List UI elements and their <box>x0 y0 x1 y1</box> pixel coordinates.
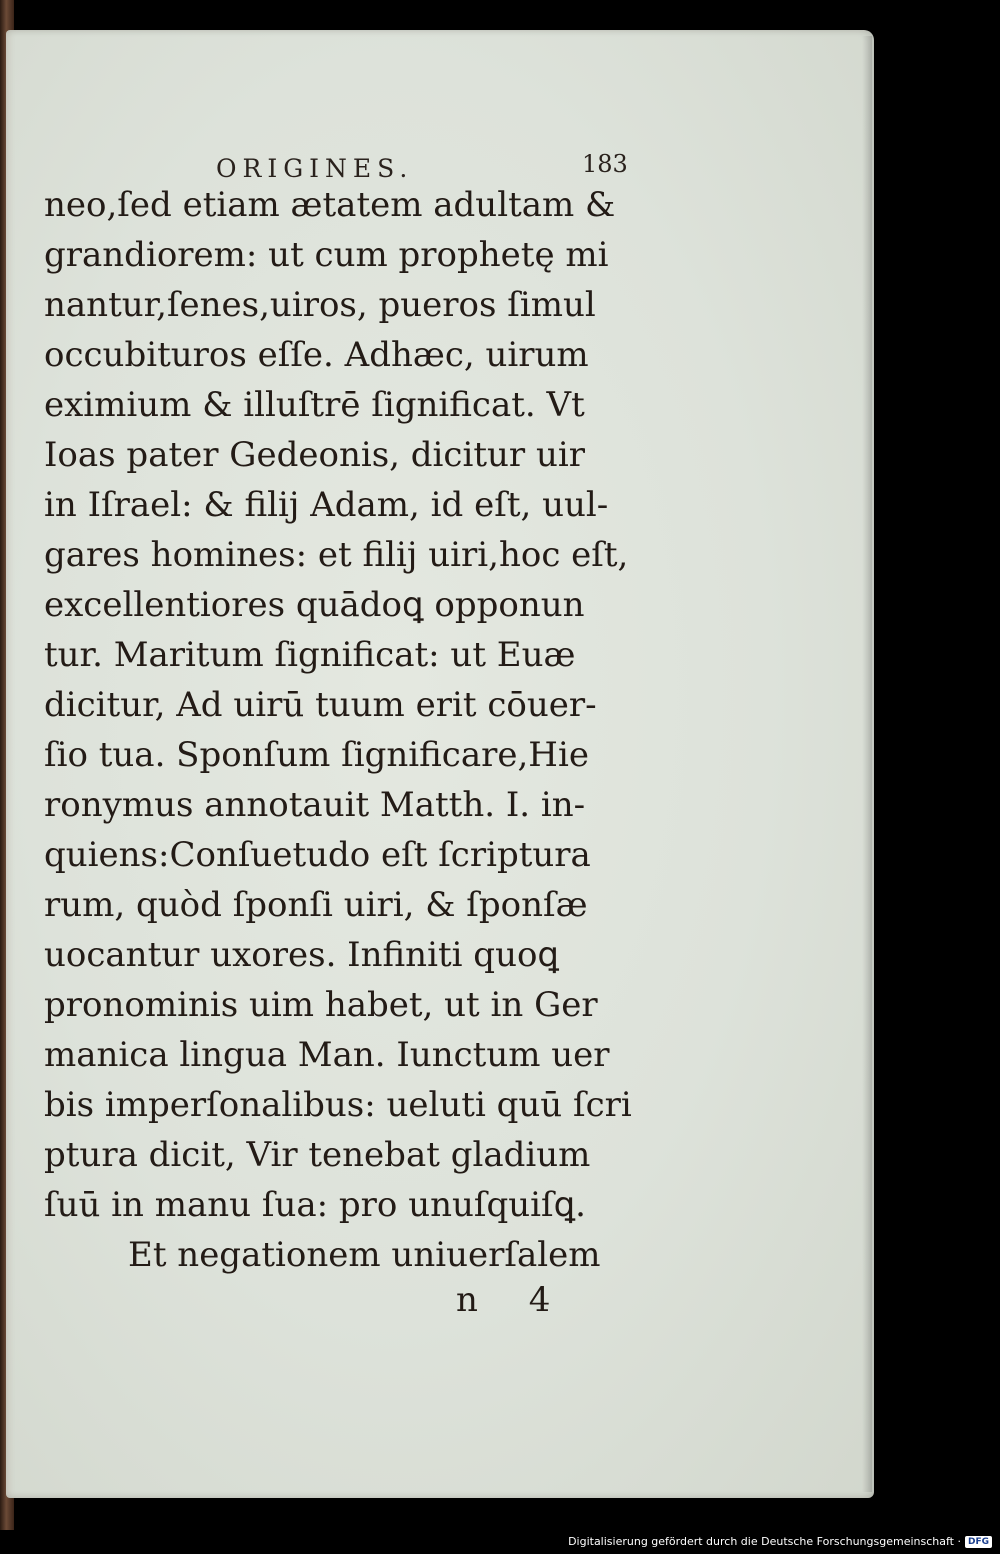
dfg-logo: DFG <box>965 1536 992 1548</box>
text-line: tur. Maritum ſignificat: ut Euæ <box>44 635 576 675</box>
text-line: occubituros eſſe. Adhæc, uirum <box>44 335 589 375</box>
text-line: ſio tua. Sponſum ſignificare,Hie <box>44 735 589 775</box>
text-line: excellentiores quādoꝗ opponun <box>44 585 585 625</box>
text-line: manica lingua Man. Iunctum uer <box>44 1035 610 1075</box>
text-line: bis imperſonalibus: ueluti quū ſcri <box>44 1085 632 1125</box>
credit-text: Digitalisierung gefördert durch die Deutsche Forschungsgemeinschaft · <box>568 1535 961 1548</box>
text-line: ſuū in manu ſua: pro unuſquiſꝗ. <box>44 1185 586 1225</box>
body-text <box>44 180 664 1280</box>
text-line: pronominis uim habet, ut in Ger <box>44 985 598 1025</box>
text-line: Et negationem uniuerſalem <box>128 1235 601 1275</box>
text-line: in Iſrael: & filij Adam, id eſt, uul- <box>44 485 609 525</box>
text-line: gares homines: et filij uiri,hoc eſt, <box>44 535 629 575</box>
text-line: ptura dicit, Vir tenebat gladium <box>44 1135 591 1175</box>
digitization-credit <box>568 1535 992 1548</box>
text-line: rum, quòd ſponſi uiri, & ſponſæ <box>44 885 588 925</box>
text-line: eximium & illuſtrē ſignificat. Vt <box>44 385 585 425</box>
book-page <box>6 30 874 1498</box>
signature-mark: n 4 <box>456 1280 571 1320</box>
text-line: ronymus annotauit Matth. I. in- <box>44 785 586 825</box>
running-head: ORIGINES. <box>216 154 414 183</box>
page-number: 183 <box>582 150 628 178</box>
text-line: nantur,ſenes,uiros, pueros ſimul <box>44 285 596 325</box>
text-line: Ioas pater Gedeonis, dicitur uir <box>44 435 585 475</box>
text-line: neo,ſed etiam ætatem adultam & <box>44 185 616 225</box>
text-line: grandiorem: ut cum prophetę mi <box>44 235 609 275</box>
text-line: quiens:Conſuetudo eſt ſcriptura <box>44 835 591 875</box>
page-edge-shadow <box>862 36 872 1492</box>
text-line: dicitur, Ad uirū tuum erit cōuer- <box>44 685 597 725</box>
text-line: uocantur uxores. Infiniti quoꝗ <box>44 935 560 975</box>
